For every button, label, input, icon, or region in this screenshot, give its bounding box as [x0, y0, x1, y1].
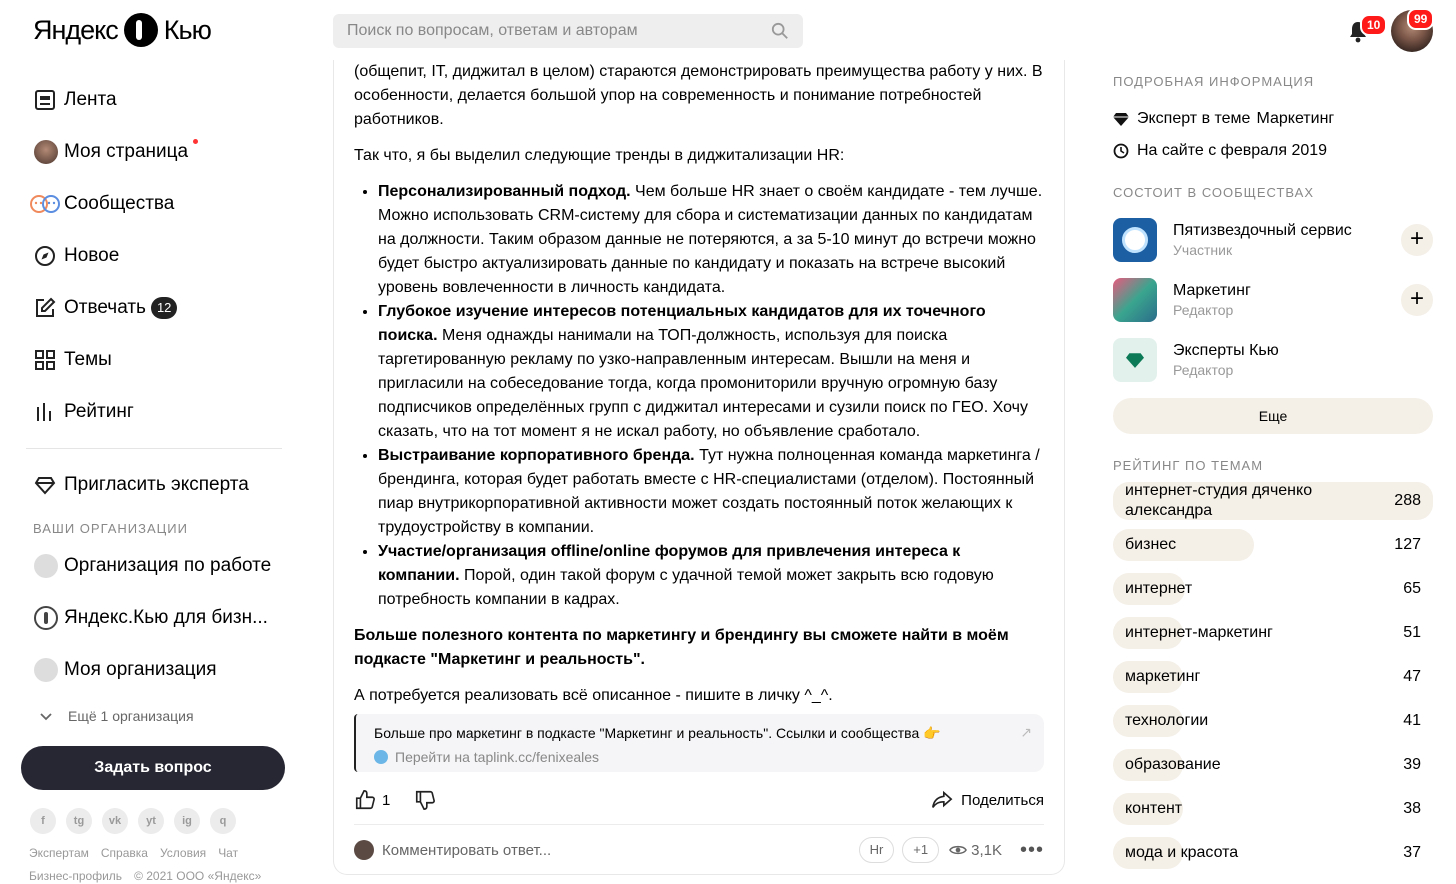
- sidebar-item-label: Лента: [64, 89, 117, 110]
- answer-paragraph: (общепит, IT, диджитал в целом) стараются демонстрировать преимущества работу у них. В особенности, делается большой упор на современность и понимание потребностей работников.: [354, 63, 1043, 128]
- topic-rating-row[interactable]: [1113, 479, 1433, 523]
- sidebar-item-label: Рейтинг: [64, 401, 134, 422]
- commenter-avatar: [354, 840, 374, 860]
- chevron-down-icon: [38, 708, 54, 724]
- topic-rating-name: бизнес: [1125, 536, 1177, 553]
- ask-question-button[interactable]: Задать вопрос: [21, 746, 285, 790]
- more-orgs-label: Ещё 1 организация: [68, 708, 194, 724]
- join-community-button[interactable]: +: [1401, 284, 1433, 316]
- sidebar-item-topics[interactable]: [26, 334, 282, 386]
- sidebar-item-label: Отвечать: [64, 297, 146, 318]
- sidebar-item-feed[interactable]: [26, 74, 282, 126]
- topic-rating-name: интернет-маркетинг: [1125, 624, 1273, 641]
- community-role: Участник: [1173, 242, 1233, 258]
- list-item: [378, 540, 1044, 612]
- link-globe-icon: [374, 750, 388, 764]
- sidebar-org-item[interactable]: [26, 644, 282, 696]
- answer-count-badge: 12: [151, 297, 177, 319]
- topic-rating-row[interactable]: [1113, 567, 1433, 611]
- dislike-icon[interactable]: [414, 789, 436, 811]
- answer-list: [354, 180, 1044, 612]
- member-since: На сайте с февраля 2019: [1137, 142, 1328, 159]
- community-role: Редактор: [1173, 302, 1234, 318]
- comment-row: [354, 836, 1044, 864]
- topic-rating-name: маркетинг: [1125, 668, 1201, 685]
- footer-link-chat[interactable]: Чат: [218, 846, 239, 860]
- org-avatar: [34, 658, 58, 682]
- topic-rating-name: интернет: [1125, 580, 1193, 597]
- youtube-icon[interactable]: yt: [138, 808, 164, 834]
- answer-paragraph-bold: Больше полезного контента по маркетингу и брендингу вы сможете найти в моём подкасте "Маркетинг и реальность".: [354, 627, 1009, 668]
- invite-expert-button[interactable]: [26, 459, 282, 511]
- org-q-logo-icon: [34, 606, 58, 630]
- topic-rating-score: 51: [1403, 624, 1421, 641]
- org-label: Моя организация: [64, 659, 217, 680]
- external-link-icon[interactable]: ↗: [1020, 724, 1032, 740]
- clock-icon: [1113, 143, 1129, 159]
- community-name: Маркетинг: [1173, 282, 1251, 299]
- plus-one-button[interactable]: +1: [902, 837, 939, 863]
- comment-input[interactable]: Комментировать ответ...: [382, 841, 552, 859]
- social-links: [30, 808, 236, 834]
- list-item: [378, 444, 1044, 540]
- footer-links: [29, 842, 289, 884]
- community-role: Редактор: [1173, 362, 1234, 378]
- share-label: Поделиться: [961, 791, 1044, 809]
- edit-icon: [34, 297, 56, 319]
- footer-link-terms[interactable]: Условия: [159, 846, 207, 860]
- avatar-badge: 99: [1407, 8, 1434, 30]
- diamond-icon: [34, 474, 56, 496]
- answer-paragraph: А потребуется реализовать всё описанное - пишите в личку ^_^.: [354, 687, 833, 704]
- more-communities-button[interactable]: Еще: [1113, 398, 1433, 434]
- logo-mark-icon: [124, 13, 158, 47]
- views-count: 3,1K: [971, 841, 1002, 859]
- list-item-bold: Выстраивание корпоративного бренда.: [378, 447, 695, 464]
- share-icon: [931, 789, 953, 811]
- rating-icon: [34, 401, 56, 423]
- details-section-label: ПОДРОБНАЯ ИНФОРМАЦИЯ: [1113, 74, 1315, 89]
- logo[interactable]: [33, 12, 211, 48]
- sidebar-org-item[interactable]: [26, 540, 282, 592]
- footer-link-help[interactable]: Справка: [100, 846, 148, 860]
- sidebar-item-label: Моя страница: [64, 141, 189, 162]
- link-preview-url[interactable]: Перейти на taplink.cc/fenixeales: [395, 749, 600, 765]
- telegram-icon[interactable]: tg: [66, 808, 92, 834]
- answer-body: [354, 60, 1044, 720]
- topic-rating-score: 288: [1394, 492, 1421, 509]
- answer-card: [333, 60, 1065, 875]
- sidebar-item-label: Сообщества: [64, 193, 175, 214]
- compass-icon: [34, 245, 56, 267]
- views-counter: [949, 841, 1002, 859]
- more-options-icon[interactable]: •••: [1019, 838, 1044, 861]
- topic-rating-name: интернет-студия дяченко александра: [1125, 482, 1313, 519]
- sidebar-item-rating[interactable]: [26, 386, 282, 438]
- topic-rating-score: 127: [1394, 536, 1421, 553]
- sidebar-nav: [26, 74, 282, 736]
- topic-rating-list: [1113, 479, 1433, 875]
- sidebar-item-new[interactable]: [26, 230, 282, 282]
- share-button[interactable]: [931, 789, 1044, 811]
- link-preview-title: Больше про маркетинг в подкасте "Маркетинг и реальность". Ссылки и сообщества 👉: [374, 725, 941, 741]
- search-icon[interactable]: [771, 22, 789, 40]
- list-item: [378, 300, 1044, 444]
- footer-copyright: © 2021 ООО «Яндекс»: [134, 869, 262, 883]
- topic-rating-score: 37: [1403, 844, 1421, 861]
- topic-rating-row[interactable]: [1113, 743, 1433, 787]
- member-since-line: [1113, 135, 1433, 167]
- vk-icon[interactable]: vk: [102, 808, 128, 834]
- link-preview[interactable]: [354, 714, 1044, 772]
- org-label: Организация по работе: [64, 555, 272, 576]
- footer-link-business[interactable]: Бизнес-профиль: [29, 869, 123, 883]
- orgs-section-label: ВАШИ ОРГАНИЗАЦИИ: [33, 521, 188, 536]
- community-name: Пятизвездочный сервис: [1173, 222, 1352, 239]
- more-orgs-toggle[interactable]: [26, 696, 282, 736]
- topic-rating-row[interactable]: [1113, 831, 1433, 875]
- list-item: [378, 180, 1044, 300]
- right-sidebar: [1113, 74, 1433, 875]
- communities-section-label: СОСТОИТ В СООБЩЕСТВАХ: [1113, 185, 1315, 200]
- sidebar-item-communities[interactable]: [26, 178, 282, 230]
- expert-topic-link[interactable]: Маркетинг: [1256, 110, 1335, 127]
- org-label: Яндекс.Кью для бизн...: [64, 607, 268, 628]
- logo-text-left: Яндекс: [33, 14, 118, 45]
- expert-prefix: Эксперт в теме: [1137, 110, 1251, 127]
- profile-avatar: [34, 140, 58, 164]
- community-marketing-icon: [1113, 278, 1157, 322]
- feed-icon: [34, 89, 56, 111]
- list-item-text: Порой, один такой форум с удачной темой может закрыть всю годовую потребность компании в кадрах.: [378, 567, 994, 608]
- sidebar-item-answer[interactable]: [26, 282, 282, 334]
- grid-icon: [34, 349, 56, 371]
- community-experts-icon: [1113, 338, 1157, 382]
- sidebar-item-label: Темы: [64, 349, 112, 370]
- list-item-bold: Участие/организация offline/online форумов для привлечения интереса к компании.: [378, 543, 961, 584]
- search-input[interactable]: [333, 14, 803, 48]
- sidebar-org-item[interactable]: [26, 592, 282, 644]
- q-icon[interactable]: q: [210, 808, 236, 834]
- tag-chip[interactable]: Hr: [859, 837, 895, 863]
- communities-icon: [28, 193, 64, 215]
- sidebar-item-my-page[interactable]: [26, 126, 282, 178]
- invite-expert-label: Пригласить эксперта: [64, 474, 249, 495]
- topic-rating-name: образование: [1125, 756, 1221, 773]
- like-count: 1: [382, 791, 391, 809]
- answer-actions: [354, 786, 1044, 814]
- topic-rating-row[interactable]: [1113, 699, 1433, 743]
- org-avatar: [34, 554, 58, 578]
- footer-link-experts[interactable]: Экспертам: [29, 846, 89, 860]
- facebook-icon[interactable]: f: [30, 808, 56, 834]
- rating-section-label: РЕЙТИНГ ПО ТЕМАМ: [1113, 458, 1264, 473]
- instagram-icon[interactable]: ig: [174, 808, 200, 834]
- logo-text-right: Кью: [163, 14, 211, 45]
- community-item[interactable]: [1113, 270, 1433, 330]
- sidebar-divider: [26, 448, 282, 449]
- sidebar-item-label: Новое: [64, 245, 120, 266]
- topic-rating-row[interactable]: [1113, 611, 1433, 655]
- list-item-text: Тут нужна полноценная команда маркетинга / брендинга, которая будет работать вместе с HR-специалистами (отделом). Постоянный пиар внутрикорпоративной активности может создать постоянный поток желающих к трудоустройству в компании.: [378, 447, 1040, 536]
- topic-rating-score: 47: [1403, 668, 1421, 685]
- actions-divider: [354, 824, 1044, 825]
- community-name: Эксперты Кью: [1173, 342, 1279, 359]
- topic-rating-score: 41: [1403, 712, 1421, 729]
- join-community-button[interactable]: +: [1401, 224, 1433, 256]
- topic-rating-name: мода и красота: [1125, 844, 1239, 861]
- expert-topic-line: [1113, 103, 1433, 135]
- list-item-bold: Глубокое изучение интересов потенциальных кандидатов для их точечного поиска.: [378, 303, 986, 344]
- list-item-bold: Персонализированный подход.: [378, 183, 631, 200]
- new-indicator-dot: [193, 139, 198, 144]
- topic-rating-name: технологии: [1125, 712, 1209, 729]
- topic-rating-row[interactable]: [1113, 655, 1433, 699]
- list-item-text: Меня однажды нанимали на ТОП-должность, используя для поиска таргетированную рекламу по узко-направленным интересам. Вышли на меня и пригласили на собеседование тогда, когда промониторили вручную огромную базу подписчиков определённых групп с диджитал интересами и сузили поиск по ГЕО. Хочу сказать, что на тот момент я не искал работу, но объявление сработало.: [378, 327, 1028, 440]
- topic-rating-score: 38: [1403, 800, 1421, 817]
- notifications-badge: 10: [1360, 14, 1387, 36]
- like-icon[interactable]: [354, 789, 376, 811]
- community-item[interactable]: [1113, 330, 1433, 390]
- topic-rating-row[interactable]: [1113, 787, 1433, 831]
- topic-rating-score: 39: [1403, 756, 1421, 773]
- topic-rating-score: 65: [1403, 580, 1421, 597]
- list-item-text: Чем больше HR знает о своём кандидате - тем лучше. Можно использовать CRM-систему для сбора и систематизации данных по кандидатам на должности. Таким образом данные не потеряются, а за 5-10 минут до встречи можно будет быстро актуализировать данные по кандидату и показать на встрече высокий уровень вовлеченности в личность кандидата.: [378, 183, 1043, 296]
- community-item[interactable]: [1113, 210, 1433, 270]
- community-five-star-icon: [1113, 218, 1157, 262]
- eye-icon: [949, 841, 967, 859]
- search-placeholder: Поиск по вопросам, ответам и авторам: [347, 22, 638, 39]
- diamond-icon: [1113, 111, 1129, 127]
- topic-rating-row[interactable]: [1113, 523, 1433, 567]
- answer-paragraph: Так что, я бы выделил следующие тренды в диджитализации HR:: [354, 147, 845, 164]
- topic-rating-name: контент: [1125, 800, 1183, 817]
